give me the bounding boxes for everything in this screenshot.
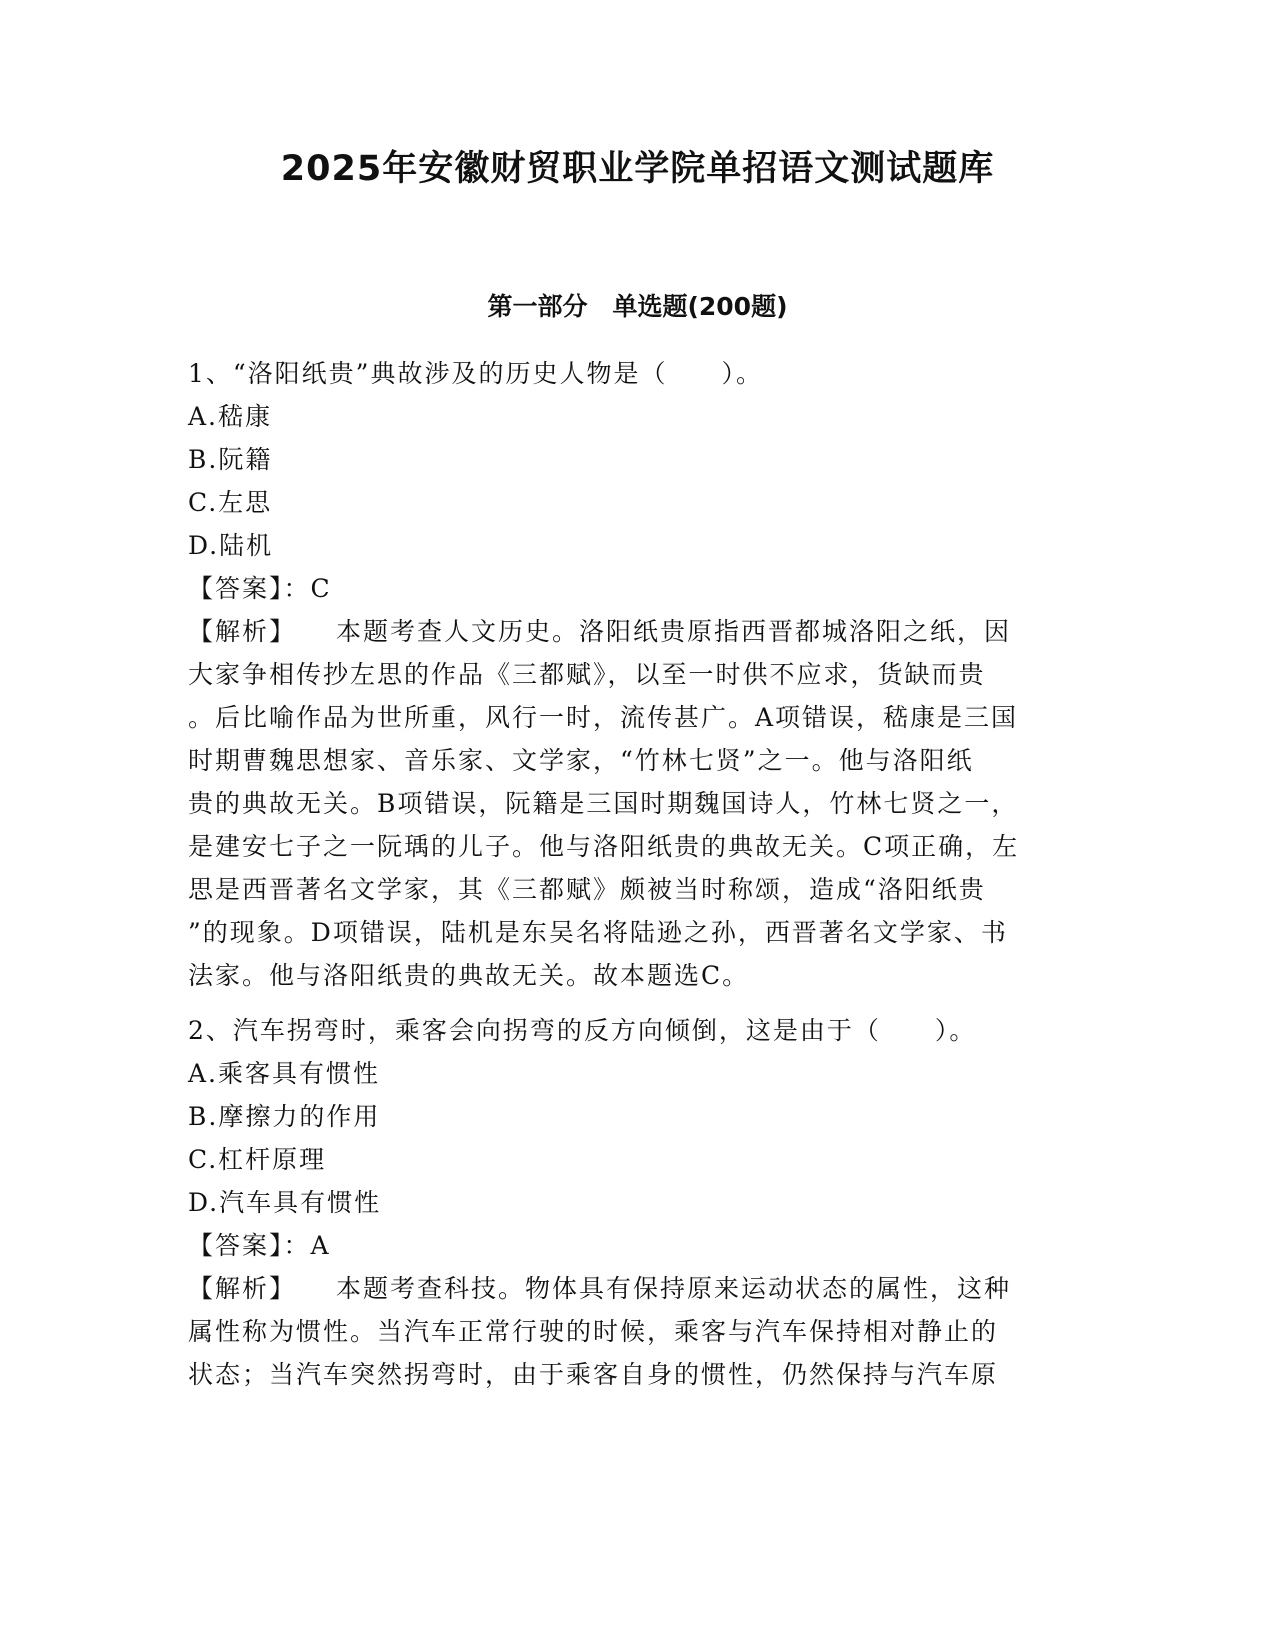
- analysis-line: 状态；当汽车突然拐弯时，由于乘客自身的惯性，仍然保持与汽车原: [188, 1360, 999, 1389]
- analysis-label: 【解析】: [188, 617, 297, 646]
- analysis-line: 属性称为惯性。当汽车正常行驶的时候，乘客与汽车保持相对静止的: [188, 1317, 999, 1346]
- option-b: B.阮籍: [188, 445, 273, 474]
- option-c: C.杠杆原理: [188, 1145, 327, 1174]
- option-b: B.摩擦力的作用: [188, 1102, 381, 1131]
- section-title: 第一部分 单选题(200题): [487, 292, 788, 321]
- question-list: [188, 352, 1088, 1396]
- option-d: D.汽车具有惯性: [188, 1188, 382, 1217]
- analysis-line: 法家。他与洛阳纸贵的典故无关。故本题选C。: [188, 961, 750, 990]
- analysis-text: 本题考查科技。物体具有保持原来运动状态的属性，这种: [336, 1274, 1012, 1303]
- option-a: A.乘客具有惯性: [188, 1059, 381, 1088]
- option-c: C.左思: [188, 488, 273, 517]
- answer-line: [188, 1224, 1088, 1267]
- option-a: A.嵇康: [188, 402, 273, 431]
- option-d: D.陆机: [188, 531, 274, 560]
- analysis-line: [188, 1267, 1088, 1310]
- answer-label: 【答案】: [188, 1231, 284, 1260]
- answer-line: [188, 567, 1088, 610]
- answer-value: ：C: [283, 574, 332, 603]
- analysis-line: [188, 610, 1088, 653]
- question-stem: 1、“洛阳纸贵”典故涉及的历史人物是（ ）。: [188, 359, 763, 388]
- answer-value: ：A: [283, 1231, 331, 1260]
- analysis-line: 大家争相传抄左思的作品《三都赋》，以至一时供不应求，货缺而贵: [188, 660, 986, 689]
- analysis-line: 是建安七子之一阮瑀的儿子。他与洛阳纸贵的典故无关。C项正确，左: [188, 832, 1020, 861]
- question-1: [188, 352, 1088, 997]
- analysis-line: 贵的典故无关。B项错误，阮籍是三国时期魏国诗人，竹林七贤之一，: [188, 789, 1019, 818]
- analysis-line: 时期曹魏思想家、音乐家、文学家，“竹林七贤”之一。他与洛阳纸: [188, 746, 974, 775]
- analysis-text: 本题考查人文历史。洛阳纸贵原指西晋都城洛阳之纸，因: [336, 617, 1012, 646]
- answer-label: 【答案】: [188, 574, 284, 603]
- analysis-line: 思是西晋著名文学家，其《三都赋》颇被当时称颂，造成“洛阳纸贵: [188, 875, 986, 904]
- document-title: 2025年安徽财贸职业学院单招语文测试题库: [280, 149, 995, 189]
- question-2: [188, 1009, 1088, 1396]
- analysis-line: 。后比喻作品为世所重，风行一时，流传甚广。A项错误，嵇康是三国: [188, 703, 1019, 732]
- question-stem: 2、汽车拐弯时，乘客会向拐弯的反方向倾倒，这是由于（ ）。: [188, 1016, 977, 1045]
- analysis-line: ”的现象。D项错误，陆机是东吴名将陆逊之孙，西晋著名文学家、书: [188, 918, 1008, 947]
- analysis-label: 【解析】: [188, 1274, 297, 1303]
